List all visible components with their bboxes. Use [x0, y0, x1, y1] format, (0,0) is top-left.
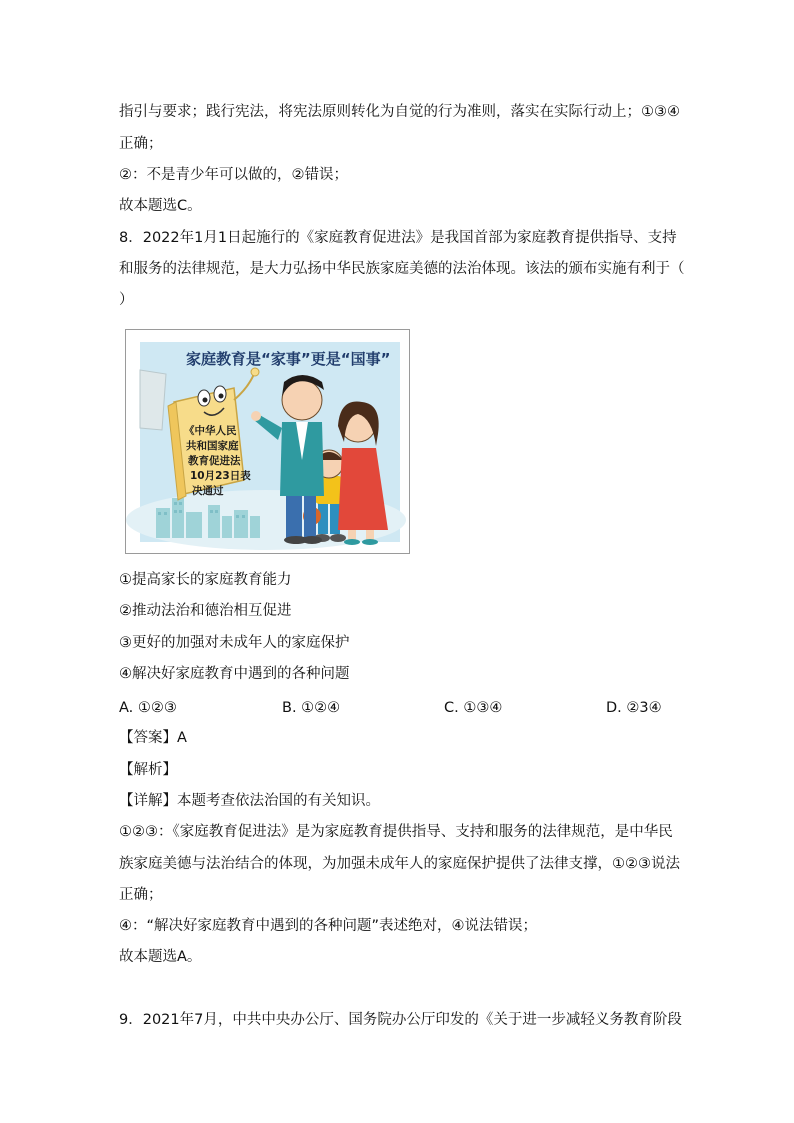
scroll-text-line: 教育促进法 [188, 455, 241, 467]
explanation-line: ④：“解决好家庭教育中遇到的各种问题”表述绝对，④说法错误； [119, 918, 538, 934]
text-line: 故本题选C。 [119, 198, 202, 214]
statement-item: ③更好的加强对未成年人的家庭保护 [119, 635, 350, 651]
cartoon-illustration [125, 329, 410, 554]
scroll-text-line: 共和国家庭 [186, 440, 239, 452]
answer-line: 【答案】A [119, 730, 187, 746]
cartoon-title: 家庭教育是“家事”更是“国事” [186, 350, 391, 368]
explanation-line: ①②③：《家庭教育促进法》是为家庭教育提供指导、支持和服务的法律规范，是中华民 [119, 824, 673, 840]
question-8-stem: ） [119, 292, 134, 308]
cartoon-svg [126, 330, 409, 553]
option-c: C. ①③④ [444, 700, 503, 716]
question-8-stem: 和服务的法律规范，是大力弘扬中华民族家庭美德的法治体现。该法的颁布实施有利于（ [119, 261, 685, 277]
option-a: A. ①②③ [119, 700, 177, 716]
text-line: 正确； [119, 136, 163, 152]
text-line: ②：不是青少年可以做的，②错误； [119, 167, 348, 183]
statement-item: ④解决好家庭教育中遇到的各种问题 [119, 666, 350, 682]
scroll-text-line: 《中华人民 [184, 425, 237, 437]
question-8-stem: 8．2022年1月1日起施行的《家庭教育促进法》是我国首部为家庭教育提供指导、支持 [119, 230, 677, 246]
explanation-line: 族家庭美德与法治结合的体现，为加强未成年人的家庭保护提供了法律支撑，①②③说法 [119, 856, 680, 872]
explanation-line: 正确； [119, 887, 163, 903]
question-9-stem: 9．2021年7月，中共中央办公厅、国务院办公厅印发的《关于进一步减轻义务教育阶段 [119, 1012, 682, 1028]
statement-item: ②推动法治和德治相互促进 [119, 603, 292, 619]
statement-item: ①提高家长的家庭教育能力 [119, 572, 292, 588]
text-line: 指引与要求；践行宪法，将宪法原则转化为自觉的行为准则，落实在实际行动上；①③④ [119, 104, 680, 120]
scroll-text-line: 10月23日表 [190, 470, 251, 482]
explanation-line: 故本题选A。 [119, 949, 202, 965]
analysis-heading: 【解析】 [119, 762, 177, 778]
explanation-line: 【详解】本题考查依法治国的有关知识。 [119, 793, 380, 809]
option-b: B. ①②④ [282, 700, 341, 716]
option-d: D. ②3④ [606, 700, 662, 716]
scroll-text-line: 决通过 [192, 485, 224, 497]
